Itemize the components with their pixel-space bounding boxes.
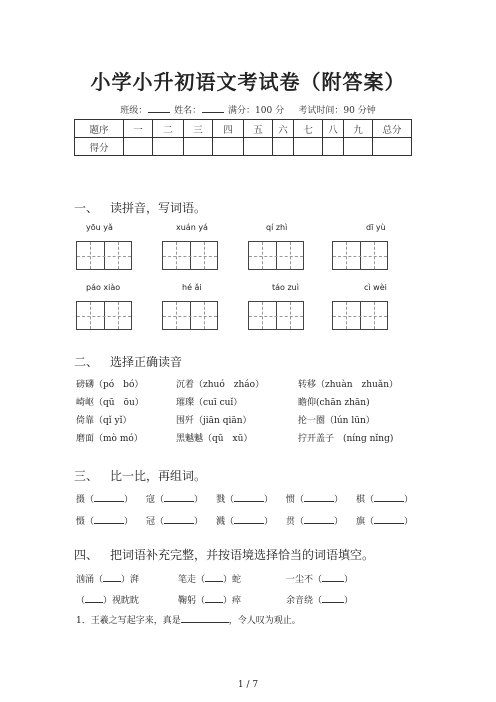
full-score: 满分：100 分: [228, 106, 285, 116]
section-title: 把词语补充完整，并按语境选择恰当的词语填空。: [110, 548, 375, 562]
fill-item: 鞠躬（ ）瘁: [178, 596, 242, 606]
section-number: 四、: [74, 548, 99, 562]
answer-blank[interactable]: [304, 515, 334, 524]
reading-option: 磅礴（pó bó）: [76, 380, 144, 390]
section-title: 比一比，再组词。: [110, 469, 207, 483]
reading-option: 崎岖（qū ōu）: [76, 398, 144, 408]
fill-item: 笔走（ ）蛇: [178, 575, 242, 585]
compare-item: 溅（ ）: [216, 517, 274, 527]
pinyin: cì wèi: [364, 283, 387, 292]
writing-grid[interactable]: [332, 301, 388, 330]
section-1-heading: [74, 199, 206, 216]
score-input[interactable]: [184, 138, 213, 156]
compare-item: 惯（ ）: [286, 495, 344, 505]
reading-option: 黑魆魆（qū xū）: [176, 434, 253, 444]
answer-blank[interactable]: [94, 493, 124, 502]
score-input[interactable]: [273, 138, 294, 156]
section-number: 一、: [74, 201, 99, 215]
reading-option: 磨面（mò mó）: [76, 434, 143, 444]
page-number: 1 / 7: [237, 680, 259, 690]
reading-option: 璀璨（cuī cuǐ）: [176, 398, 243, 408]
compare-item: 冠（ ）: [146, 517, 204, 527]
answer-blank[interactable]: [181, 614, 229, 623]
page-title: 小学小升初语文考试卷（附答案）: [90, 70, 406, 94]
answer-blank[interactable]: [205, 573, 223, 582]
class-label: 班级：: [120, 106, 148, 116]
pinyin: yōu yǎ: [86, 223, 113, 232]
score-value-row: [75, 138, 412, 156]
answer-blank[interactable]: [374, 493, 404, 502]
score-cell: 四: [213, 120, 244, 138]
pinyin: táo zuì: [272, 283, 299, 292]
reading-option: 沉着（zhuó zháo）: [176, 380, 265, 390]
answer-blank[interactable]: [322, 594, 344, 603]
reading-option: 瞻仰(chān zhān): [298, 398, 370, 408]
answer-blank[interactable]: [164, 515, 194, 524]
score-cell: 一: [124, 120, 153, 138]
pinyin: hé ǎi: [182, 283, 202, 292]
reading-option: 转移（zhuàn zhuǎn）: [298, 380, 398, 390]
fill-item: 汹涌（ ）湃: [76, 575, 140, 585]
score-input[interactable]: [323, 138, 344, 156]
writing-grid[interactable]: [332, 241, 388, 270]
score-cell: 八: [323, 120, 344, 138]
score-cell: 二: [153, 120, 184, 138]
reading-option: 抡一圈（lún lūn）: [298, 416, 375, 426]
sentence-1: [76, 613, 301, 626]
pinyin: qí zhì: [266, 223, 288, 232]
score-input[interactable]: [244, 138, 273, 156]
score-cell: 题序: [75, 120, 124, 138]
answer-blank[interactable]: [205, 594, 223, 603]
fill-item: （ ）视眈眈: [76, 596, 140, 606]
compare-item: 慑（ ）: [76, 517, 134, 527]
pinyin: dī yù: [366, 223, 386, 232]
section-4-heading: [74, 546, 374, 563]
score-cell: 六: [273, 120, 294, 138]
compare-item: 棋（ ）: [356, 495, 414, 505]
score-input[interactable]: [373, 138, 412, 156]
section-2-heading: [74, 353, 182, 370]
compare-item: 摄（ ）: [76, 495, 134, 505]
name-blank: [202, 104, 224, 113]
score-row-label: 得分: [75, 138, 124, 156]
section-number: 二、: [74, 355, 99, 369]
score-cell: 七: [294, 120, 323, 138]
exam-time: 考试时间：90 分钟: [298, 106, 376, 116]
writing-grid[interactable]: [76, 301, 132, 330]
answer-blank[interactable]: [374, 515, 404, 524]
score-input[interactable]: [153, 138, 184, 156]
sentence-text: ，令人叹为观止。: [228, 616, 301, 626]
score-input[interactable]: [124, 138, 153, 156]
compare-item: 戮（ ）: [216, 495, 274, 505]
writing-grid[interactable]: [162, 241, 218, 270]
exam-info: [0, 103, 496, 116]
score-cell: 九: [344, 120, 373, 138]
writing-grid[interactable]: [76, 241, 132, 270]
pinyin: páo xiào: [86, 283, 121, 292]
answer-blank[interactable]: [94, 515, 124, 524]
score-cell: 总分: [373, 120, 412, 138]
name-label: 姓名：: [174, 106, 202, 116]
answer-blank[interactable]: [234, 493, 264, 502]
reading-option: 拧开盖子 (níng nǐng): [298, 434, 394, 444]
score-input[interactable]: [344, 138, 373, 156]
answer-blank[interactable]: [234, 515, 264, 524]
compare-item: 旗（ ）: [356, 517, 414, 527]
score-table: [74, 119, 412, 156]
section-3-heading: [74, 467, 206, 484]
answer-blank[interactable]: [164, 493, 194, 502]
class-blank: [148, 104, 170, 113]
section-title: 读拼音，写词语。: [110, 201, 207, 215]
fill-item: 余音绕（ ）: [286, 596, 354, 606]
pinyin: xuán yá: [176, 223, 208, 232]
section-number: 三、: [74, 469, 99, 483]
answer-blank[interactable]: [304, 493, 334, 502]
score-input[interactable]: [213, 138, 244, 156]
score-cell: 五: [244, 120, 273, 138]
reading-option: 围歼（jiān qiān）: [176, 416, 252, 426]
section-title: 选择正确读音: [110, 355, 183, 369]
compare-item: 寇（ ）: [146, 495, 204, 505]
score-cell: 三: [184, 120, 213, 138]
fill-item: 一尘不（ ）: [286, 575, 354, 585]
score-header-row: [75, 120, 412, 138]
answer-blank[interactable]: [322, 573, 344, 582]
answer-blank[interactable]: [103, 573, 121, 582]
writing-grid[interactable]: [162, 301, 218, 330]
writing-grid[interactable]: [248, 241, 304, 270]
score-input[interactable]: [294, 138, 323, 156]
writing-grid[interactable]: [248, 301, 304, 330]
compare-item: 贯（ ）: [286, 517, 344, 527]
sentence-text: 1．王羲之写起字来，真是: [76, 616, 181, 626]
answer-blank[interactable]: [85, 594, 103, 603]
reading-option: 倚靠（qǐ yǐ）: [76, 416, 132, 426]
